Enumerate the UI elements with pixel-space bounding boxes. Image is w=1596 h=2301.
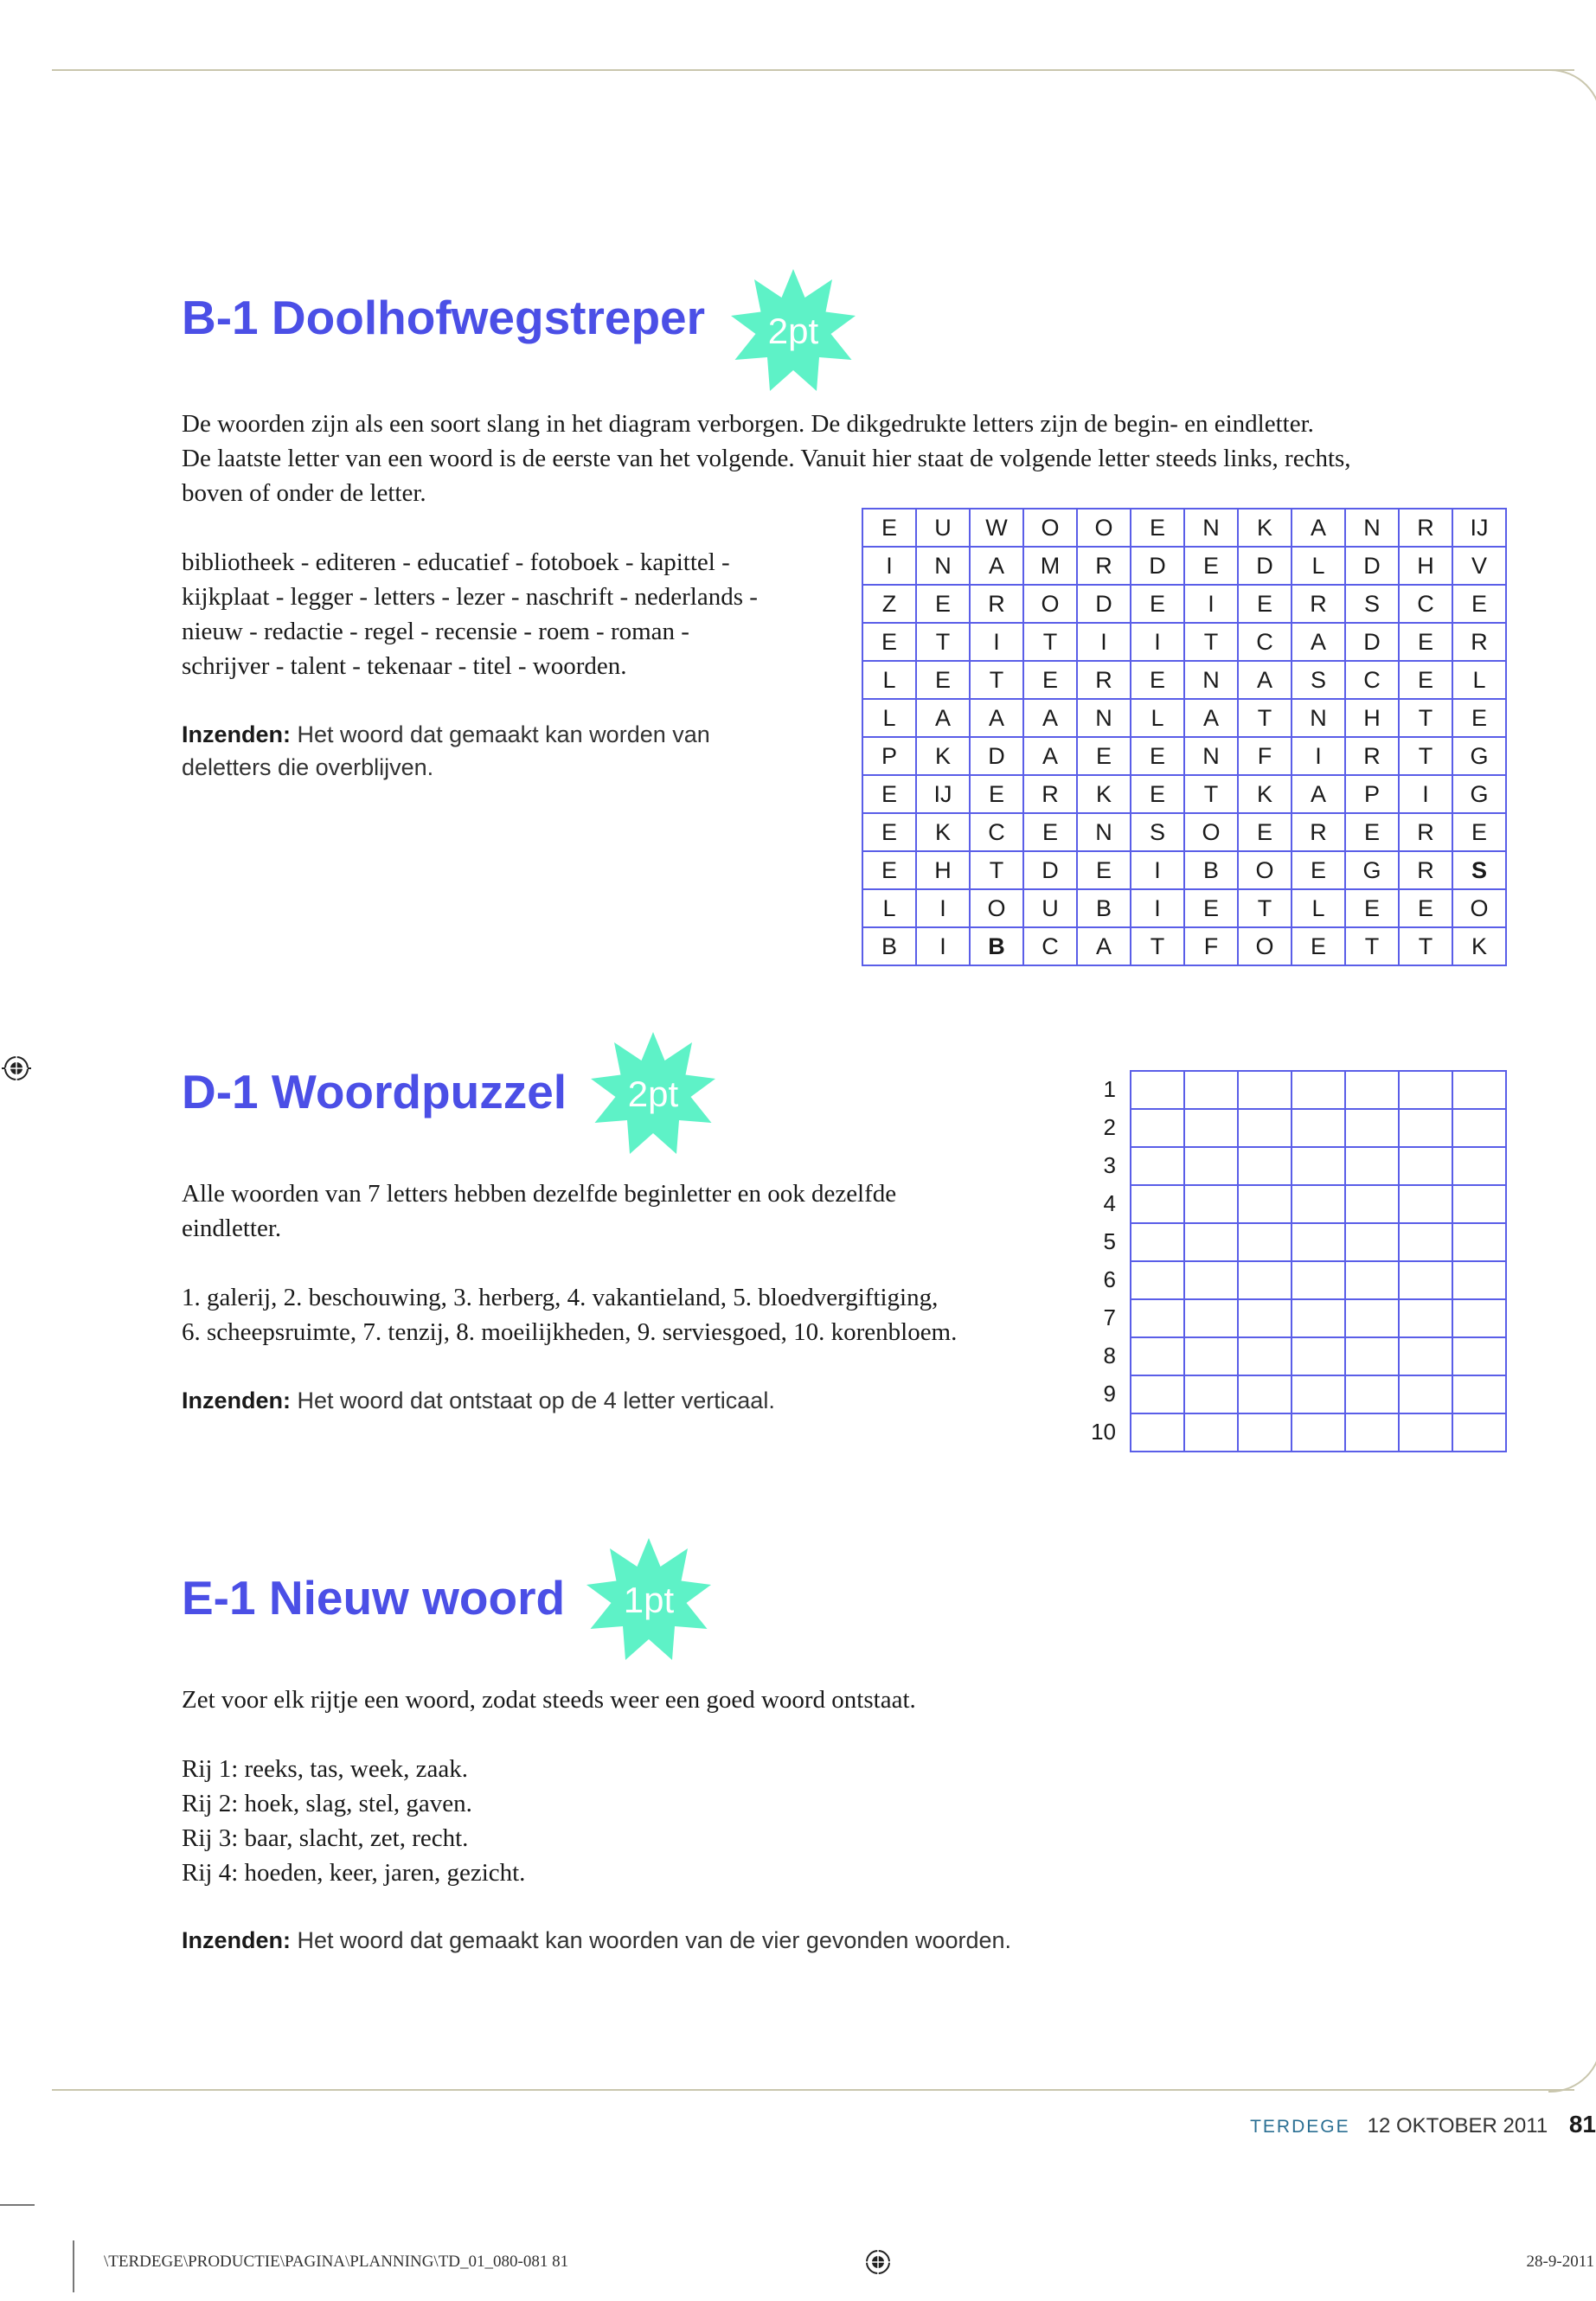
grid-letter: O (971, 890, 1024, 928)
grid-letter: R (1346, 738, 1400, 776)
answer-cell[interactable] (1292, 1414, 1346, 1452)
answer-cell[interactable] (1400, 1262, 1453, 1300)
d1-intro-line: eindletter. (182, 1215, 282, 1242)
grid-letter: R (1400, 814, 1453, 852)
answer-cell[interactable] (1239, 1148, 1292, 1186)
grid-letter: E (863, 624, 917, 662)
row-number: 1 (1103, 1075, 1116, 1102)
grid-letter: P (863, 738, 917, 776)
grid-letter: C (1346, 662, 1400, 700)
b1-intro-line: De woorden zijn als een soort slang in het diagram verborgen. De dikgedrukte letters zijn de begin- en eindletter. (182, 410, 1314, 438)
grid-letter: I (1292, 738, 1346, 776)
grid-letter: T (1239, 890, 1292, 928)
b1-word-line: schrijver - talent - tekenaar - titel - woorden. (182, 652, 627, 680)
grid-letter: E (863, 814, 917, 852)
grid-letter: O (1024, 510, 1078, 548)
page-number: 81 (1568, 2111, 1596, 2138)
grid-letter: C (971, 814, 1024, 852)
answer-cell[interactable] (1453, 1376, 1507, 1414)
grid-letter: O (1453, 890, 1507, 928)
answer-cell[interactable] (1346, 1300, 1400, 1338)
answer-cell[interactable] (1185, 1072, 1239, 1110)
grid-letter: K (917, 738, 971, 776)
answer-cell[interactable] (1131, 1300, 1185, 1338)
grid-letter: I (1400, 776, 1453, 814)
grid-letter: E (863, 510, 917, 548)
grid-letter: O (1239, 852, 1292, 890)
e1-intro-line: Zet voor elk rijtje een woord, zodat steeds weer een goed woord ontstaat. (182, 1686, 916, 1714)
grid-letter: G (1453, 738, 1507, 776)
grid-letter: T (971, 662, 1024, 700)
grid-letter: R (1400, 510, 1453, 548)
answer-cell[interactable] (1453, 1262, 1507, 1300)
grid-letter: A (1292, 624, 1346, 662)
b1-word-line: nieuw - redactie - regel - recensie - roem - roman - (182, 618, 689, 645)
answer-cell[interactable] (1239, 1224, 1292, 1262)
grid-letter: N (1185, 738, 1239, 776)
grid-letter: D (1131, 548, 1185, 586)
footer-brand: TERDEGE (1250, 2117, 1350, 2137)
grid-letter: N (1185, 510, 1239, 548)
grid-letter: E (1400, 624, 1453, 662)
answer-cell[interactable] (1346, 1262, 1400, 1300)
e1-heading-row (182, 1570, 565, 1625)
e1-title: E-1 Nieuw woord (182, 1571, 566, 1625)
answer-cell[interactable] (1400, 1338, 1453, 1376)
grid-letter: T (1400, 738, 1453, 776)
answer-cell[interactable] (1131, 1224, 1185, 1262)
crop-mark (73, 2240, 74, 2292)
b1-word-line: kijkplaat - legger - letters - lezer - naschrift - nederlands - (182, 583, 758, 611)
grid-letter: O (1078, 510, 1131, 548)
grid-letter: T (971, 852, 1024, 890)
answer-cell[interactable] (1131, 1376, 1185, 1414)
d1-clue-line: 1. galerij, 2. beschouwing, 3. herberg, 4. vakantieland, 5. bloedvergiftiging, (182, 1284, 939, 1311)
grid-letter: N (1078, 700, 1131, 738)
grid-letter: T (1239, 700, 1292, 738)
row-number: 2 (1103, 1113, 1116, 1140)
grid-letter: I (1131, 624, 1185, 662)
grid-letter: V (1453, 548, 1507, 586)
grid-letter: E (1239, 586, 1292, 624)
b1-heading-row (182, 290, 705, 345)
b1-points: 2pt (767, 311, 819, 351)
answer-cell[interactable] (1400, 1110, 1453, 1148)
grid-letter: L (1131, 700, 1185, 738)
grid-letter: A (971, 700, 1024, 738)
grid-letter: S (1346, 586, 1400, 624)
e1-submit-label: Inzenden: (182, 1927, 291, 1953)
grid-letter: E (971, 776, 1024, 814)
grid-letter: I (917, 928, 971, 966)
grid-letter: E (1292, 852, 1346, 890)
row-number: 5 (1103, 1227, 1116, 1254)
answer-cell[interactable] (1346, 1414, 1400, 1452)
d1-heading-row (182, 1064, 567, 1119)
grid-letter: R (1078, 548, 1131, 586)
e1-intro (182, 1682, 1306, 1717)
grid-letter: D (1346, 548, 1400, 586)
grid-letter: E (1239, 814, 1292, 852)
grid-letter: C (1400, 586, 1453, 624)
e1-row: Rij 2: hoek, slag, stel, gaven. (182, 1790, 472, 1817)
b1-submit-text: Het woord dat gemaakt kan worden van (291, 721, 710, 747)
grid-letter: E (1078, 738, 1131, 776)
grid-letter: B (971, 928, 1024, 966)
grid-letter: T (1185, 776, 1239, 814)
answer-cell[interactable] (1239, 1072, 1292, 1110)
answer-cell[interactable] (1239, 1376, 1292, 1414)
grid-letter: R (1078, 662, 1131, 700)
grid-letter: T (1400, 700, 1453, 738)
grid-letter: A (1024, 738, 1078, 776)
answer-cell[interactable] (1400, 1148, 1453, 1186)
answer-cell[interactable] (1185, 1186, 1239, 1224)
grid-letter: F (1185, 928, 1239, 966)
bottom-rule-corner (1548, 2039, 1596, 2093)
grid-letter: D (1024, 852, 1078, 890)
slug-path: \TERDEGE\PRODUCTIE\PAGINA\PLANNING\TD_01_080-081 81 (104, 2253, 569, 2271)
answer-cell[interactable] (1453, 1186, 1507, 1224)
answer-cell[interactable] (1346, 1148, 1400, 1186)
e1-row: Rij 1: reeks, tas, week, zaak. (182, 1755, 468, 1783)
answer-cell[interactable] (1239, 1262, 1292, 1300)
grid-letter: E (1185, 548, 1239, 586)
grid-letter: R (1292, 814, 1346, 852)
word-grid (1130, 1070, 1507, 1452)
grid-letter: M (1024, 548, 1078, 586)
grid-letter: I (971, 624, 1024, 662)
answer-cell[interactable] (1346, 1072, 1400, 1110)
b1-submit (182, 718, 839, 784)
answer-cell[interactable] (1185, 1300, 1239, 1338)
row-number: 4 (1103, 1189, 1116, 1216)
answer-cell[interactable] (1453, 1338, 1507, 1376)
grid-letter: W (971, 510, 1024, 548)
grid-letter: K (917, 814, 971, 852)
grid-letter: E (863, 852, 917, 890)
b1-submit-label: Inzenden: (182, 721, 291, 747)
grid-letter: S (1453, 852, 1507, 890)
answer-cell[interactable] (1239, 1110, 1292, 1148)
row-number: 8 (1103, 1342, 1116, 1368)
grid-letter: E (1078, 852, 1131, 890)
row-number: 10 (1091, 1418, 1116, 1445)
e1-rows (182, 1752, 960, 1890)
d1-intro (182, 1176, 1047, 1246)
answer-cell[interactable] (1453, 1148, 1507, 1186)
grid-letter: G (1453, 776, 1507, 814)
b1-intro-line: boven of onder de letter. (182, 479, 426, 507)
footer-magazine (1250, 2111, 1596, 2138)
grid-letter: H (917, 852, 971, 890)
grid-letter: A (1185, 700, 1239, 738)
grid-letter: A (917, 700, 971, 738)
grid-letter: T (917, 624, 971, 662)
answer-cell[interactable] (1185, 1338, 1239, 1376)
grid-letter: D (1346, 624, 1400, 662)
answer-cell[interactable] (1400, 1414, 1453, 1452)
grid-letter: R (1400, 852, 1453, 890)
grid-letter: N (1078, 814, 1131, 852)
b1-intro-line: De laatste letter van een woord is de eerste van het volgende. Vanuit hier staat de volgende letter steeds links, rechts, (182, 445, 1351, 472)
grid-letter: E (1131, 738, 1185, 776)
grid-letter: I (1131, 890, 1185, 928)
answer-cell[interactable] (1400, 1300, 1453, 1338)
b1-word-line: bibliotheek - editeren - educatief - fotoboek - kapittel - (182, 548, 730, 576)
grid-letter: D (1239, 548, 1292, 586)
e1-row: Rij 4: hoeden, keer, jaren, gezicht. (182, 1859, 526, 1887)
b1-submit-text-2: deletters die overblijven. (182, 754, 434, 780)
grid-letter: I (1078, 624, 1131, 662)
answer-cell[interactable] (1346, 1110, 1400, 1148)
grid-letter: E (1453, 586, 1507, 624)
answer-cell[interactable] (1239, 1414, 1292, 1452)
grid-letter: E (863, 776, 917, 814)
answer-cell[interactable] (1292, 1072, 1346, 1110)
answer-cell[interactable] (1131, 1072, 1185, 1110)
grid-letter: O (1185, 814, 1239, 852)
grid-letter: C (1024, 928, 1078, 966)
answer-cell[interactable] (1131, 1110, 1185, 1148)
b1-title: B-1 Doolhofwegstreper (182, 291, 706, 344)
answer-cell[interactable] (1292, 1148, 1346, 1186)
grid-letter: E (1131, 776, 1185, 814)
answer-cell[interactable] (1400, 1224, 1453, 1262)
grid-letter: I (1185, 586, 1239, 624)
e1-submit-text: Het woord dat gemaakt kan woorden van de vier gevonden woorden. (291, 1927, 1012, 1953)
answer-cell[interactable] (1131, 1414, 1185, 1452)
grid-letter: N (1185, 662, 1239, 700)
grid-letter: H (1400, 548, 1453, 586)
registration-mark-icon (863, 2247, 893, 2277)
grid-letter: Z (863, 586, 917, 624)
grid-letter: K (1239, 510, 1292, 548)
grid-letter: E (1024, 662, 1078, 700)
answer-cell[interactable] (1453, 1414, 1507, 1452)
slug-date: 28-9-2011 (1526, 2253, 1594, 2271)
grid-letter: B (1078, 890, 1131, 928)
d1-clue-line: 6. scheepsruimte, 7. tenzij, 8. moeilijkheden, 9. serviesgoed, 10. korenbloem. (182, 1318, 958, 1346)
answer-cell[interactable] (1131, 1148, 1185, 1186)
grid-letter: I (863, 548, 917, 586)
grid-letter: F (1239, 738, 1292, 776)
grid-letter: T (1185, 624, 1239, 662)
grid-letter: K (1239, 776, 1292, 814)
answer-cell[interactable] (1453, 1224, 1507, 1262)
d1-clues (182, 1280, 1064, 1349)
grid-letter: E (1453, 700, 1507, 738)
row-number: 7 (1103, 1304, 1116, 1330)
grid-letter: L (1453, 662, 1507, 700)
grid-letter: T (1024, 624, 1078, 662)
grid-letter: O (1239, 928, 1292, 966)
answer-cell[interactable] (1453, 1300, 1507, 1338)
grid-letter: T (1131, 928, 1185, 966)
grid-letter: K (1453, 928, 1507, 966)
grid-letter: C (1239, 624, 1292, 662)
grid-letter: T (1346, 928, 1400, 966)
answer-cell[interactable] (1453, 1072, 1507, 1110)
grid-letter: D (971, 738, 1024, 776)
grid-letter: L (863, 700, 917, 738)
grid-letter: I (1131, 852, 1185, 890)
grid-letter: A (1292, 776, 1346, 814)
registration-mark-icon (2, 1054, 31, 1083)
grid-letter: A (1024, 700, 1078, 738)
top-rule-corner (1548, 69, 1596, 123)
grid-letter: R (1024, 776, 1078, 814)
grid-letter: N (917, 548, 971, 586)
answer-cell[interactable] (1292, 1338, 1346, 1376)
row-number: 6 (1103, 1266, 1116, 1292)
answer-cell[interactable] (1239, 1338, 1292, 1376)
grid-letter: E (1400, 662, 1453, 700)
answer-cell[interactable] (1185, 1414, 1239, 1452)
answer-cell[interactable] (1400, 1072, 1453, 1110)
grid-letter: S (1292, 662, 1346, 700)
grid-letter: N (1292, 700, 1346, 738)
grid-letter: T (1400, 928, 1453, 966)
row-number: 3 (1103, 1151, 1116, 1178)
crop-mark (0, 2204, 35, 2206)
grid-letter: I (917, 890, 971, 928)
grid-letter: IJ (917, 776, 971, 814)
grid-letter: L (1292, 548, 1346, 586)
grid-letter: S (1131, 814, 1185, 852)
grid-letter: E (1346, 814, 1400, 852)
d1-points: 2pt (627, 1074, 679, 1114)
answer-cell[interactable] (1131, 1338, 1185, 1376)
word-grid-row-numbers (1080, 1070, 1116, 1451)
d1-submit-text: Het woord dat ontstaat op de 4 letter verticaal. (291, 1388, 775, 1413)
d1-submit-label: Inzenden: (182, 1388, 291, 1413)
grid-letter: L (863, 890, 917, 928)
answer-cell[interactable] (1131, 1262, 1185, 1300)
grid-letter: E (1131, 662, 1185, 700)
grid-letter: R (971, 586, 1024, 624)
grid-letter: B (1185, 852, 1239, 890)
grid-letter: E (1185, 890, 1239, 928)
e1-submit (182, 1924, 1393, 1957)
e1-row: Rij 3: baar, slacht, zet, recht. (182, 1824, 469, 1852)
grid-letter: A (1292, 510, 1346, 548)
grid-letter: G (1346, 852, 1400, 890)
grid-letter: E (917, 662, 971, 700)
b1-intro (182, 407, 1583, 510)
grid-letter: D (1078, 586, 1131, 624)
letter-grid (862, 508, 1507, 966)
answer-cell[interactable] (1185, 1262, 1239, 1300)
grid-letter: K (1078, 776, 1131, 814)
answer-cell[interactable] (1292, 1224, 1346, 1262)
grid-letter: N (1346, 510, 1400, 548)
grid-letter: E (1131, 586, 1185, 624)
grid-letter: E (1131, 510, 1185, 548)
b1-word-list (182, 545, 848, 683)
grid-letter: E (1346, 890, 1400, 928)
grid-letter: E (917, 586, 971, 624)
answer-cell[interactable] (1292, 1186, 1346, 1224)
grid-letter: E (1400, 890, 1453, 928)
grid-letter: E (1024, 814, 1078, 852)
answer-cell[interactable] (1400, 1376, 1453, 1414)
answer-cell[interactable] (1185, 1376, 1239, 1414)
grid-letter: U (1024, 890, 1078, 928)
answer-cell[interactable] (1292, 1110, 1346, 1148)
answer-cell[interactable] (1131, 1186, 1185, 1224)
grid-letter: H (1346, 700, 1400, 738)
row-number: 9 (1103, 1380, 1116, 1407)
grid-letter: E (1292, 928, 1346, 966)
e1-points-badge (584, 1535, 714, 1665)
grid-letter: A (971, 548, 1024, 586)
grid-letter: B (863, 928, 917, 966)
grid-letter: A (1078, 928, 1131, 966)
answer-cell[interactable] (1292, 1300, 1346, 1338)
footer-date: 12 OKTOBER 2011 (1367, 2114, 1548, 2138)
top-rule (52, 69, 1574, 71)
answer-cell[interactable] (1239, 1186, 1292, 1224)
grid-letter: L (863, 662, 917, 700)
grid-letter: O (1024, 586, 1078, 624)
grid-letter: R (1292, 586, 1346, 624)
d1-title: D-1 Woordpuzzel (182, 1065, 567, 1118)
grid-letter: A (1239, 662, 1292, 700)
answer-cell[interactable] (1346, 1224, 1400, 1262)
bottom-rule (52, 2089, 1574, 2091)
answer-cell[interactable] (1346, 1376, 1400, 1414)
grid-letter: E (1453, 814, 1507, 852)
grid-letter: L (1292, 890, 1346, 928)
answer-cell[interactable] (1185, 1224, 1239, 1262)
answer-cell[interactable] (1185, 1148, 1239, 1186)
d1-points-badge (588, 1029, 718, 1159)
grid-letter: R (1453, 624, 1507, 662)
answer-cell[interactable] (1346, 1338, 1400, 1376)
answer-cell[interactable] (1453, 1110, 1507, 1148)
answer-cell[interactable] (1400, 1186, 1453, 1224)
answer-cell[interactable] (1239, 1300, 1292, 1338)
d1-submit (182, 1384, 1047, 1417)
grid-letter: IJ (1453, 510, 1507, 548)
answer-cell[interactable] (1292, 1376, 1346, 1414)
grid-letter: U (917, 510, 971, 548)
answer-cell[interactable] (1292, 1262, 1346, 1300)
e1-points: 1pt (623, 1580, 675, 1620)
b1-points-badge (728, 266, 858, 396)
d1-intro-line: Alle woorden van 7 letters hebben dezelfde beginletter en ook dezelfde (182, 1180, 897, 1208)
grid-letter: P (1346, 776, 1400, 814)
answer-cell[interactable] (1346, 1186, 1400, 1224)
answer-cell[interactable] (1185, 1110, 1239, 1148)
